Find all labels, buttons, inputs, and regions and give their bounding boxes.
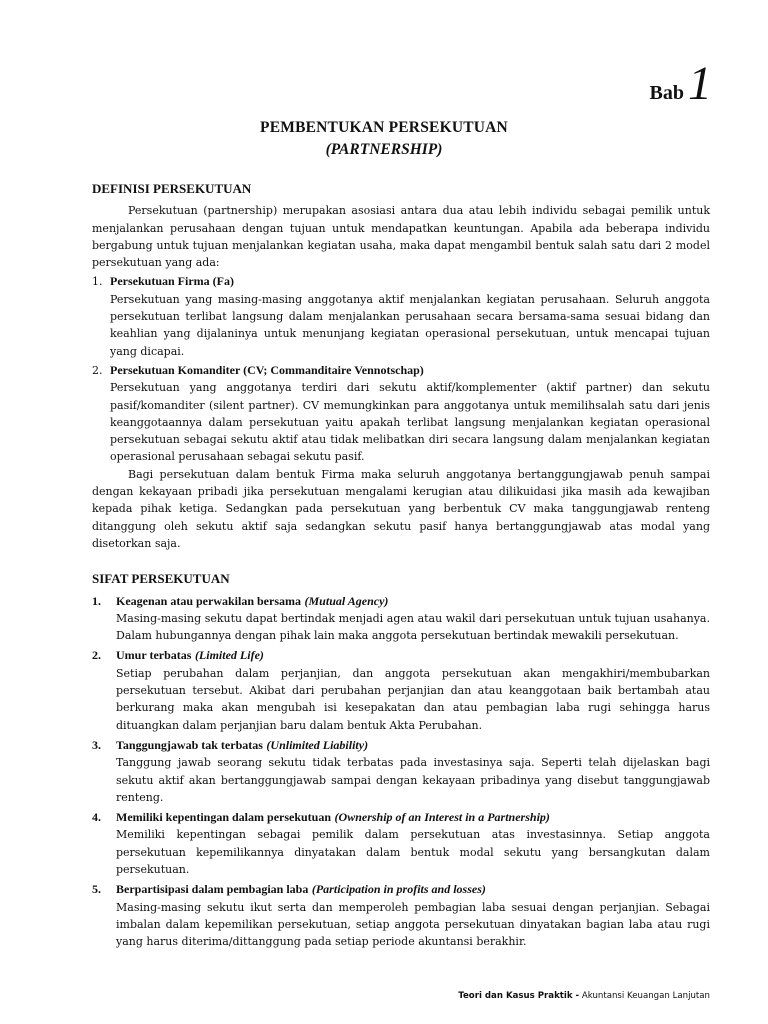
item-body: Memiliki kepentingan sebagai pemilik dalam persekutuan atas investasinnya. Setiap anggota persekutuan kepemilikannya dinyatakan dalam bentuk modal sekutu yang bersangkutan dalam persekutuan. <box>116 828 710 876</box>
section-sifat <box>92 570 710 950</box>
item-number: 2. <box>92 648 101 663</box>
sifat-item-5 <box>92 881 710 950</box>
content <box>92 180 710 950</box>
item-title-en: (Limited Life) <box>194 648 264 663</box>
section-definisi <box>92 180 710 552</box>
item-title: Berpartisipasi dalam pembagian laba <box>116 882 309 897</box>
item-body: Persekutuan yang masing-masing anggotanya aktif menjalankan kegiatan perusahaan. Seluruh anggota persekutuan terlibat langsung dalam menjalankan perusahaan secara bersama-sama sesuai bidang dan keahlian yang dijalaninya untuk menunjang kegiatan operasional persekutuan, untuk mencapai tujuan yang dicapai. <box>110 292 710 358</box>
item-body: Tanggung jawab seorang sekutu tidak terbatas pada investasinya saja. Seperti telah dijelaskan bagi sekutu aktif akan bertanggungjawab sampai dengan kekayaan pribadinya yang disebut tanggungjawab renteng. <box>116 756 710 804</box>
definisi-closing: Bagi persekutuan dalam bentuk Firma maka seluruh anggotanya bertanggungjawab penuh sampai dengan kekayaan pribadi jika persekutuan mengalami kerugian atau dilikuidasi jika masih ada kewajiban kepada pihak ketiga. Sedangkan pada persekutuan yang berbentuk CV maka tanggungjawab renteng ditanggung oleh sekutu aktif saja sedangkan sekutu pasif hanya bertanggungjawab atas modal yang disetorkan saja. <box>92 467 710 550</box>
page-title: PEMBENTUKAN PERSEKUTUAN <box>260 119 508 136</box>
section-heading-sifat: SIFAT PERSEKUTUAN <box>92 571 230 587</box>
item-title: Persekutuan Firma (Fa) <box>110 274 234 289</box>
sifat-item-2 <box>92 647 710 733</box>
definisi-item-1 <box>92 273 710 359</box>
chapter-label <box>649 57 712 110</box>
item-body: Setiap perubahan dalam perjanjian, dan anggota persekutuan akan mengakhiri/membubarkan persekutuan tersebut. Akibat dari perubahan perjanjian dan atau keanggotaan baik bertambah atau berkurang maka akan mengubah isi kesepakatan dan atau pembagian laba rugi sehingga harus dituangkan dalam perjanjian baru dalam bentuk Akta Perubahan. <box>116 666 710 732</box>
item-number: 1. <box>92 593 101 608</box>
item-heading <box>116 881 710 898</box>
item-number: 1. <box>92 275 103 289</box>
sifat-item-4 <box>92 809 710 878</box>
item-heading <box>116 809 710 826</box>
footer-book-title: Teori dan Kasus Praktik - <box>458 991 580 1001</box>
item-body: Masing-masing sekutu ikut serta dan memperoleh pembagian laba sesuai dengan perjanjian. Sebagai imbalan dalam kepemilikan persekutuan, setiap anggota persekutuan dinyatakan bagian laba atau rugi yang harus diterima/dittanggung pada setiap periode akuntansi berakhir. <box>116 900 710 949</box>
item-number: 5. <box>92 882 101 897</box>
item-number: 3. <box>92 737 101 752</box>
page-footer <box>458 991 710 1001</box>
item-title: Persekutuan Komanditer (CV; Commanditaire Vennotschap) <box>110 362 424 377</box>
chapter-word: Bab <box>649 82 684 104</box>
item-title-en: (Participation in profits and losses) <box>311 882 486 897</box>
item-title: Memiliki kepentingan dalam persekutuan <box>116 810 332 825</box>
footer-subject: Akuntansi Keuangan Lanjutan <box>581 991 710 1001</box>
item-number: 2. <box>92 363 103 377</box>
page-subtitle: (PARTNERSHIP) <box>325 141 443 158</box>
item-title-en: (Ownership of an Interest in a Partnership) <box>334 810 550 825</box>
definisi-item-2 <box>92 362 710 466</box>
item-heading <box>116 593 710 610</box>
item-heading <box>116 647 710 664</box>
item-title-en: (Unlimited Liability) <box>266 737 369 752</box>
item-title-en: (Mutual Agency) <box>304 593 389 608</box>
definisi-intro: Persekutuan (partnership) merupakan asosiasi antara dua atau lebih individu sebagai pemilik untuk menjalankan perusahaan dengan tujuan untuk mendapatkan keuntungan. Apabila ada beberapa individu bergabung untuk tujuan menjalankan kegiatan usaha, maka dapat mengambil bentuk salah satu dari 2 model persekutuan yang ada: <box>92 204 710 270</box>
sifat-item-1 <box>92 593 710 645</box>
sifat-item-3 <box>92 737 710 806</box>
item-heading <box>116 737 710 754</box>
item-title: Tanggungjawab tak terbatas <box>116 737 263 752</box>
item-number: 4. <box>92 810 101 825</box>
item-body: Masing-masing sekutu dapat bertindak menjadi agen atau wakil dari persekutuan untuk tujuan usahanya. Dalam hubungannya dengan pihak lain maka anggota persekutuan bertindak mewakili persekutuan. <box>116 611 710 643</box>
title-block <box>0 117 768 161</box>
section-heading-definisi: DEFINISI PERSEKUTUAN <box>92 181 252 196</box>
item-title: Keagenan atau perwakilan bersama <box>116 593 302 608</box>
chapter-number: 1 <box>688 57 712 110</box>
item-title: Umur terbatas <box>116 648 192 663</box>
item-body: Persekutuan yang anggotanya terdiri dari sekutu aktif/komplementer (aktif partner) dan sekutu pasif/komanditer (silent partner). CV memungkinkan para anggotanya untuk memilihsalah satu dari jenis keanggotaannya dalam persekutuan yaitu apakah terlibat langsung menjalankan kegiatan operasional persekutuan sebagai sekutu aktif atau tidak melibatkan diri secara langsung dalam menjalankan kegiatan operasional perusahaan sebagai sekutu pasif. <box>110 381 710 464</box>
